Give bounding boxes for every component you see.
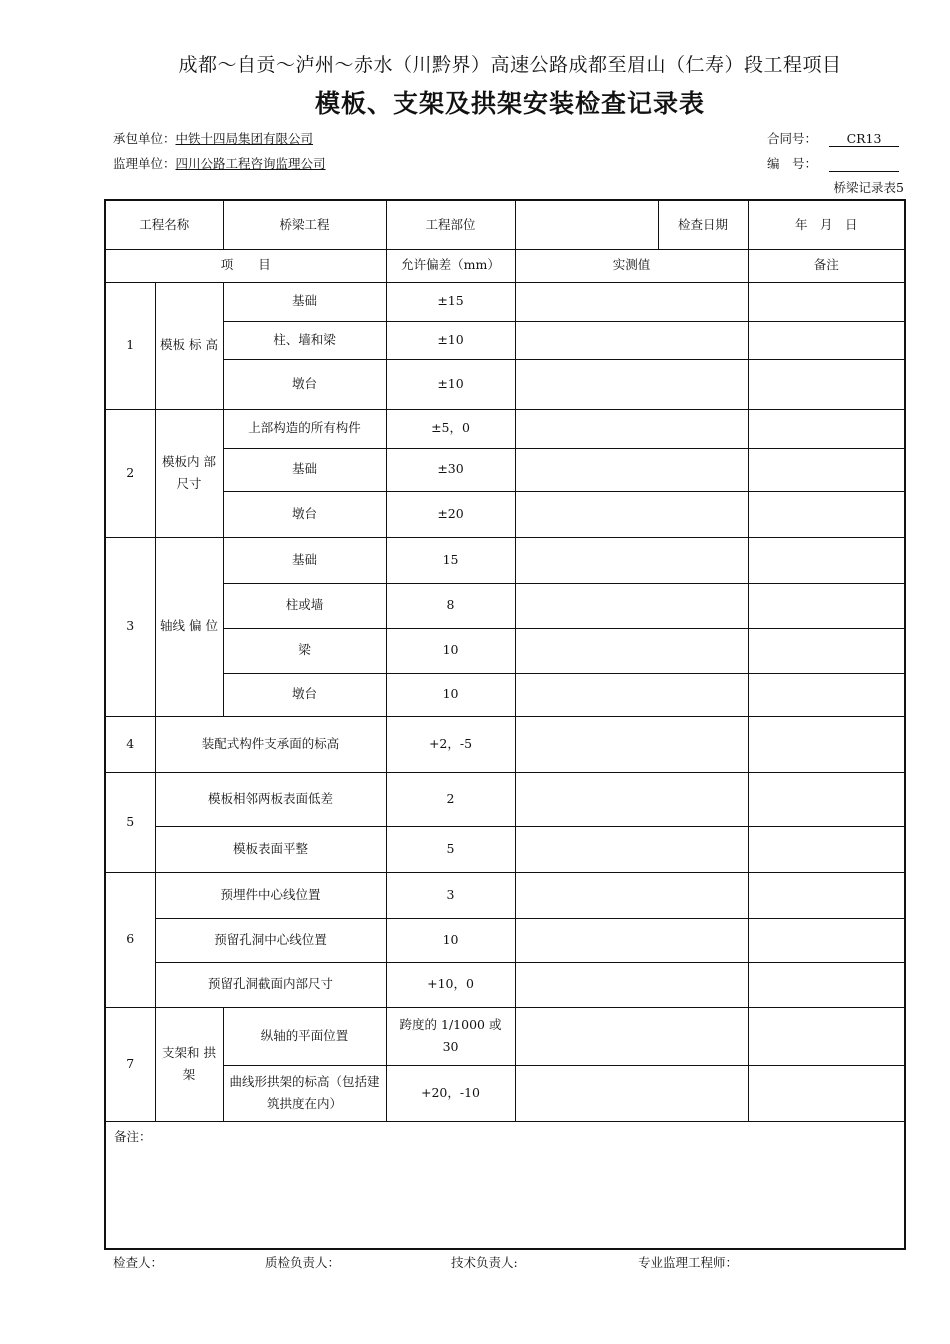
table-row [105, 716, 905, 772]
remarks-cell[interactable] [105, 1121, 905, 1249]
measured-cell[interactable] [515, 628, 748, 673]
date-value[interactable]: 年 月 日 [748, 200, 905, 249]
remark-cell[interactable] [748, 321, 905, 359]
tolerance-header: 允许偏差（mm） [386, 249, 515, 282]
table-row [105, 1065, 905, 1121]
table-row [105, 321, 905, 359]
project-name-label: 工程名称 [105, 200, 223, 249]
check-item: 墩台 [223, 359, 386, 409]
contractor-value: 中铁十四局集团有限公司 [175, 131, 314, 146]
check-item: 预留孔洞截面内部尺寸 [155, 962, 386, 1007]
remark-cell[interactable] [748, 491, 905, 537]
item-number: 3 [105, 537, 155, 716]
measured-cell[interactable] [515, 918, 748, 962]
remark-cell[interactable] [748, 872, 905, 918]
measured-cell[interactable] [515, 359, 748, 409]
measured-cell[interactable] [515, 321, 748, 359]
remark-cell[interactable] [748, 918, 905, 962]
table-row [105, 673, 905, 716]
measured-cell[interactable] [515, 772, 748, 826]
contract-no-label: 合同号： [767, 131, 818, 146]
remark-cell[interactable] [748, 282, 905, 321]
measured-cell[interactable] [515, 409, 748, 448]
info-row [105, 200, 905, 249]
check-item: 梁 [223, 628, 386, 673]
tolerance-value: ±20 [386, 491, 515, 537]
check-item: 上部构造的所有构件 [223, 409, 386, 448]
table-row [105, 583, 905, 628]
remark-cell[interactable] [748, 359, 905, 409]
item-number: 2 [105, 409, 155, 537]
serial-no-label: 编 号： [767, 156, 818, 171]
tolerance-value: ±30 [386, 448, 515, 491]
item-group-name: 模板内 部尺寸 [155, 409, 223, 537]
remark-cell[interactable] [748, 628, 905, 673]
part-label: 工程部位 [386, 200, 515, 249]
item-header: 项 目 [105, 249, 386, 282]
check-item: 柱、墙和梁 [223, 321, 386, 359]
measured-cell[interactable] [515, 1065, 748, 1121]
measured-cell[interactable] [515, 282, 748, 321]
remark-cell[interactable] [748, 673, 905, 716]
remark-cell[interactable] [748, 826, 905, 872]
item-number: 4 [105, 716, 155, 772]
item-group-name: 支架和 拱架 [155, 1007, 223, 1121]
check-item: 柱或墙 [223, 583, 386, 628]
tolerance-value: 8 [386, 583, 515, 628]
measured-cell[interactable] [515, 583, 748, 628]
tolerance-value: ±15 [386, 282, 515, 321]
check-item: 预埋件中心线位置 [155, 872, 386, 918]
check-item: 纵轴的平面位置 [223, 1007, 386, 1065]
check-item: 基础 [223, 448, 386, 491]
remark-cell[interactable] [748, 772, 905, 826]
measured-cell[interactable] [515, 1007, 748, 1065]
column-header-row [105, 249, 905, 282]
item-number: 1 [105, 282, 155, 409]
remark-cell[interactable] [748, 448, 905, 491]
inspection-table [104, 199, 906, 1250]
item-group-name: 模板 标 高 [155, 282, 223, 409]
part-value[interactable] [515, 200, 658, 249]
table-row [105, 282, 905, 321]
tolerance-value: +20，-10 [386, 1065, 515, 1121]
item-number: 7 [105, 1007, 155, 1121]
tolerance-value: 15 [386, 537, 515, 583]
inspector-label: 检查人： [113, 1255, 164, 1270]
tolerance-value: 2 [386, 772, 515, 826]
tolerance-value: ±10 [386, 321, 515, 359]
tolerance-value: 5 [386, 826, 515, 872]
table-row [105, 918, 905, 962]
tolerance-value: 10 [386, 628, 515, 673]
remarks-row [105, 1121, 905, 1249]
table-row [105, 962, 905, 1007]
tolerance-value: +2，-5 [386, 716, 515, 772]
contractor-label: 承包单位： [113, 131, 176, 146]
check-item: 基础 [223, 537, 386, 583]
item-number: 6 [105, 872, 155, 1007]
measured-cell[interactable] [515, 448, 748, 491]
check-item: 预留孔洞中心线位置 [155, 918, 386, 962]
remark-cell[interactable] [748, 1065, 905, 1121]
table-row [105, 359, 905, 409]
tolerance-value: +10，0 [386, 962, 515, 1007]
measured-cell[interactable] [515, 826, 748, 872]
check-item: 基础 [223, 282, 386, 321]
check-item: 装配式构件支承面的标高 [155, 716, 386, 772]
check-item: 墩台 [223, 491, 386, 537]
qc-label: 质检负责人： [265, 1255, 341, 1270]
supervisor-line [113, 154, 326, 172]
project-name: 成都～自贡～泸州～赤水（川黔界）高速公路成都至眉山（仁寿）段工程项目 [178, 54, 842, 76]
contract-no-line [767, 129, 899, 147]
project-name-value: 桥梁工程 [223, 200, 386, 249]
measured-cell[interactable] [515, 537, 748, 583]
serial-no-value [829, 156, 899, 172]
check-item: 曲线形拱架的标高（包括建筑拱度在内） [223, 1065, 386, 1121]
item-group-name: 轴线 偏 位 [155, 537, 223, 716]
measured-cell[interactable] [515, 716, 748, 772]
date-label: 检查日期 [658, 200, 748, 249]
table-row [105, 448, 905, 491]
measured-cell[interactable] [515, 491, 748, 537]
serial-no-line [767, 154, 899, 172]
measured-cell[interactable] [515, 673, 748, 716]
tolerance-value: ±10 [386, 359, 515, 409]
tolerance-value: 10 [386, 673, 515, 716]
tolerance-value: 10 [386, 918, 515, 962]
form-number: 桥梁记录表5 [833, 180, 904, 195]
remarks-label: 备注： [114, 1128, 152, 1144]
remark-cell[interactable] [748, 962, 905, 1007]
remark-header: 备注 [748, 249, 905, 282]
tolerance-value: 跨度的 1/1000 或 30 [386, 1007, 515, 1065]
table-row [105, 772, 905, 826]
contractor-line [113, 129, 313, 147]
tech-label: 技术负责人: [451, 1255, 518, 1270]
table-row [105, 628, 905, 673]
table-row [105, 537, 905, 583]
remark-cell[interactable] [748, 1007, 905, 1065]
check-item: 模板表面平整 [155, 826, 386, 872]
check-item: 墩台 [223, 673, 386, 716]
remark-cell[interactable] [748, 583, 905, 628]
table-row [105, 872, 905, 918]
tolerance-value: ±5，0 [386, 409, 515, 448]
item-number: 5 [105, 772, 155, 872]
remark-cell[interactable] [748, 716, 905, 772]
remark-cell[interactable] [748, 537, 905, 583]
measured-cell[interactable] [515, 962, 748, 1007]
contract-no-value: CR13 [829, 131, 899, 147]
table-row [105, 1007, 905, 1065]
supervisor-value: 四川公路工程咨询监理公司 [175, 156, 326, 171]
table-row [105, 409, 905, 448]
check-item: 模板相邻两板表面低差 [155, 772, 386, 826]
measured-cell[interactable] [515, 872, 748, 918]
measured-header: 实测值 [515, 249, 748, 282]
tolerance-value: 3 [386, 872, 515, 918]
remark-cell[interactable] [748, 409, 905, 448]
table-row [105, 491, 905, 537]
form-title: 模板、支架及拱架安装检查记录表 [314, 89, 705, 118]
table-row [105, 826, 905, 872]
supervisor-label: 监理单位： [113, 156, 176, 171]
engineer-label: 专业监理工程师： [638, 1255, 739, 1270]
